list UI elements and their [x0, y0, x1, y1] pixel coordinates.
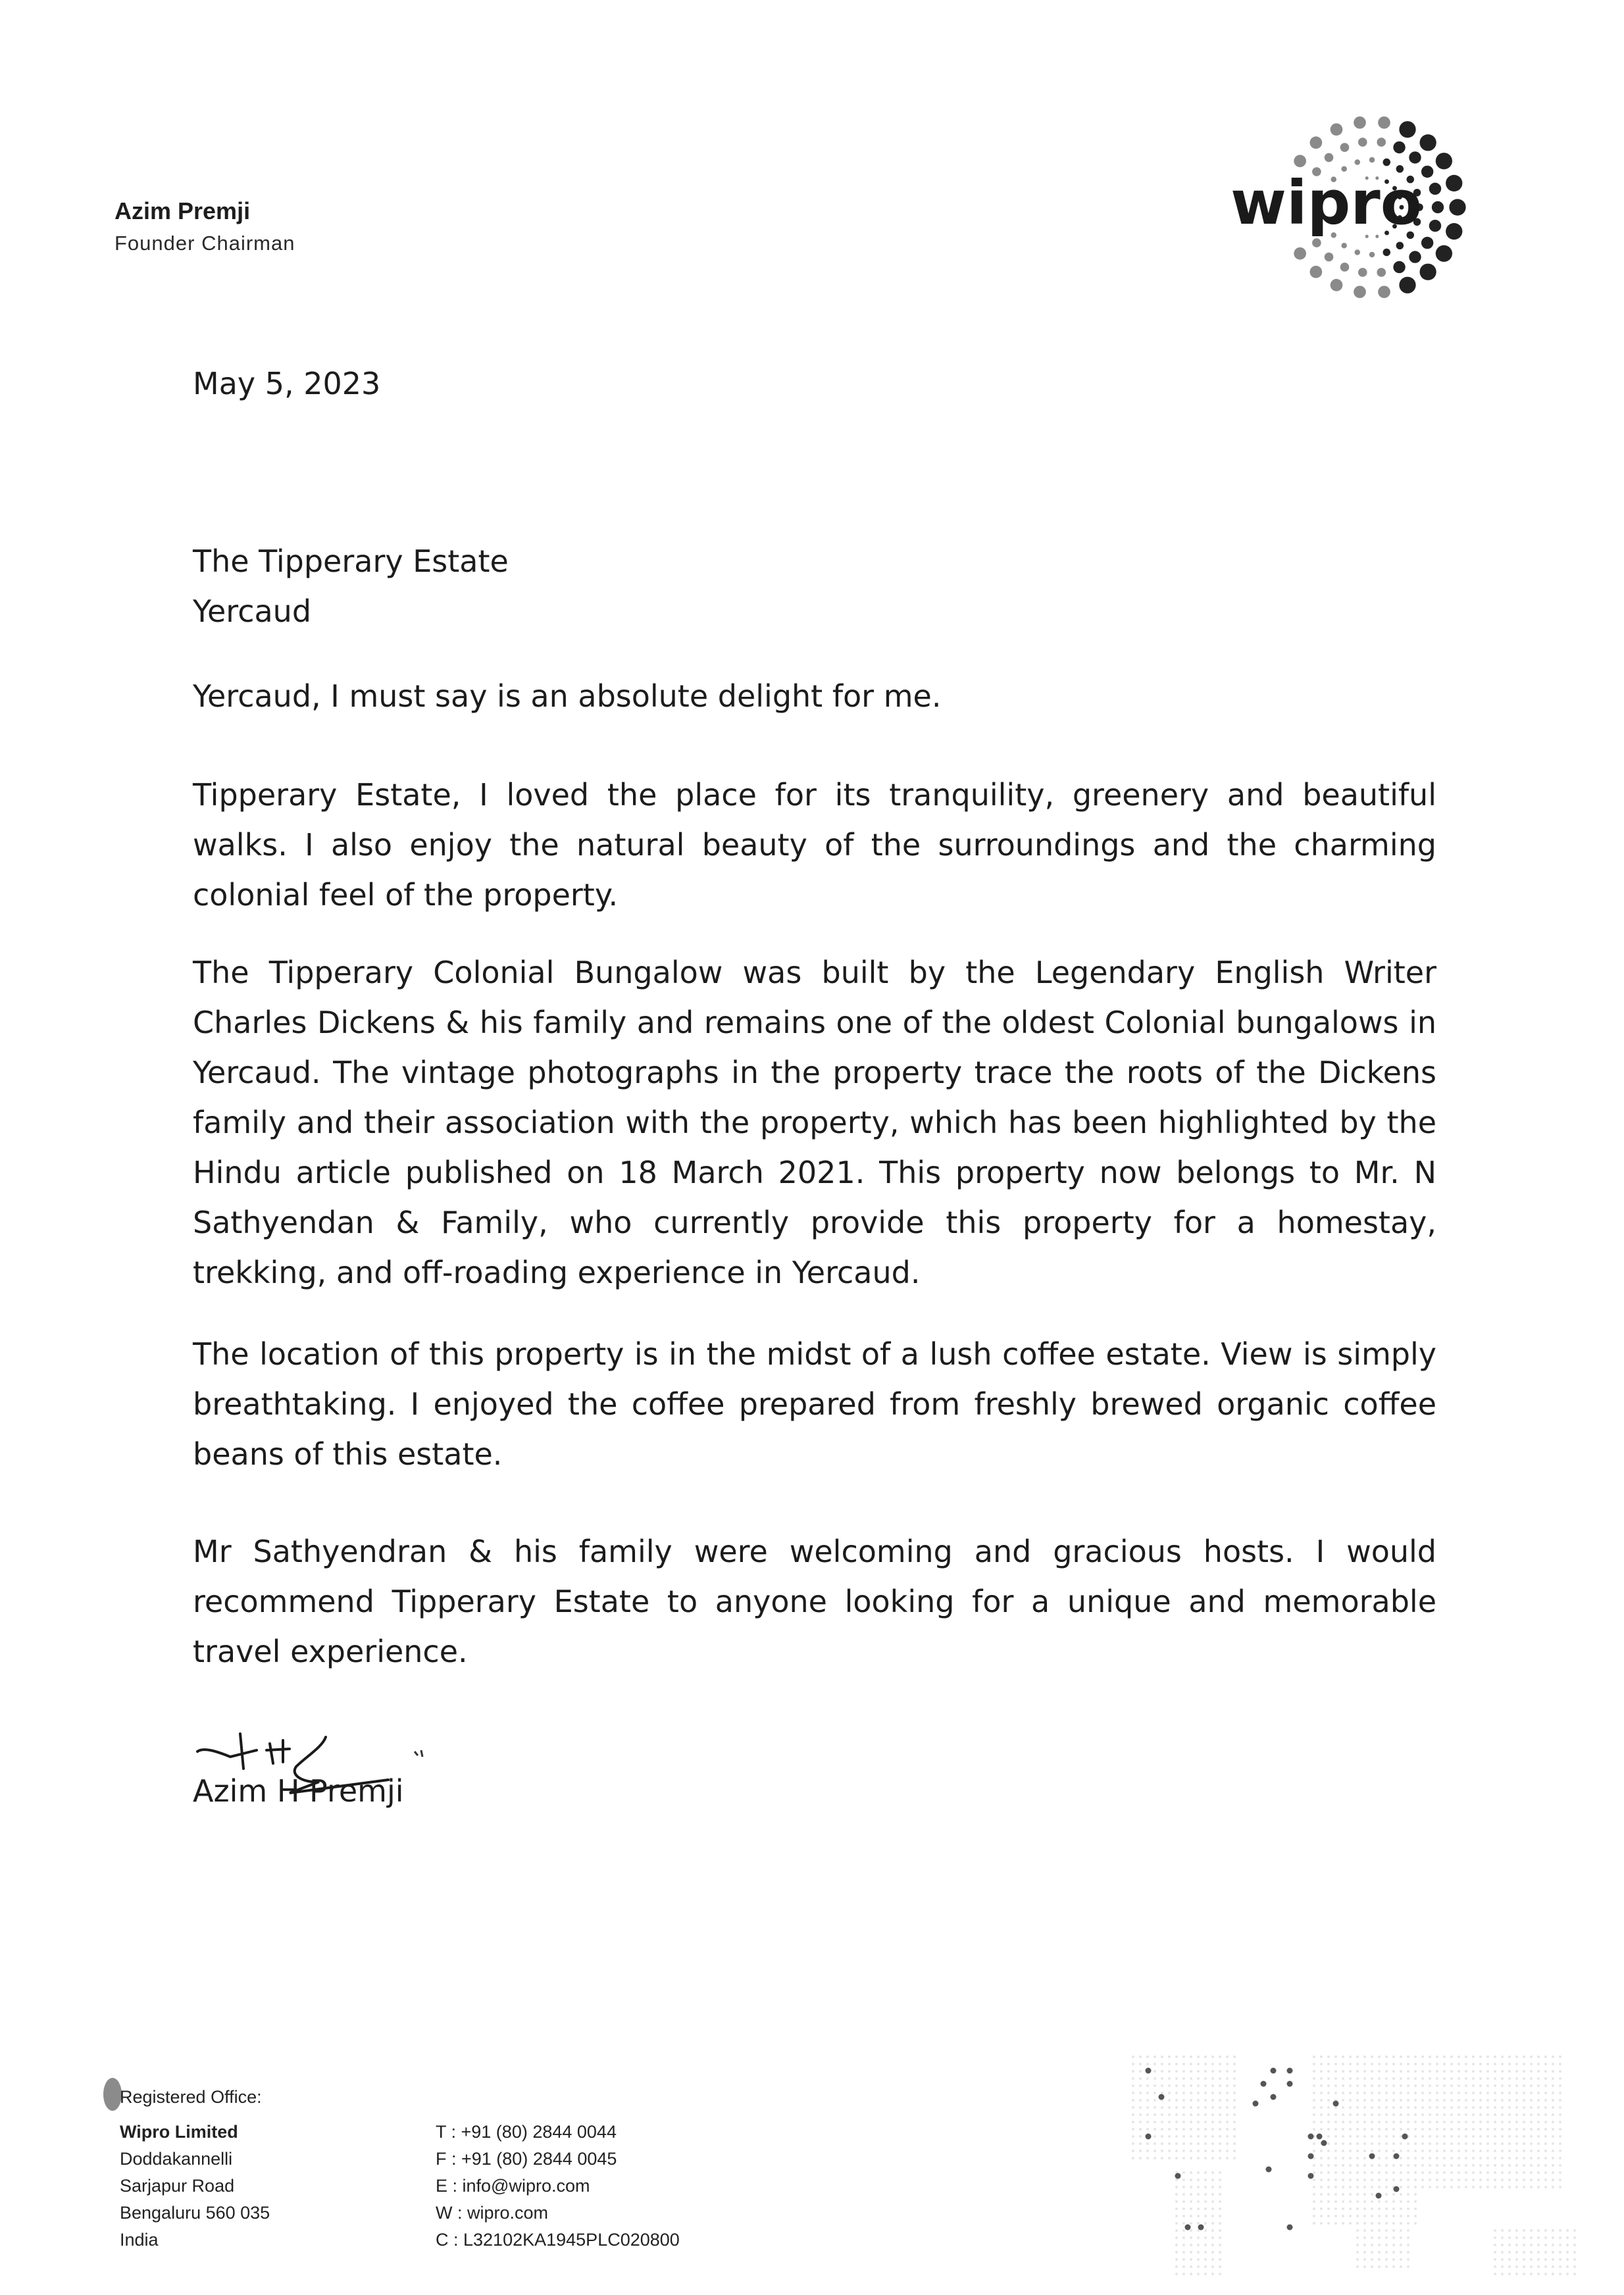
company-name: Wipro Limited [120, 2122, 238, 2142]
logo-dot [1383, 249, 1390, 257]
logo-dot [1377, 268, 1386, 277]
logo-dot [1432, 201, 1444, 213]
contact-email: E : info@wipro.com [436, 2176, 590, 2196]
logo-dot [1369, 252, 1375, 258]
address-line: Doddakannelli [120, 2149, 233, 2169]
logo-dot [1383, 159, 1390, 166]
world-map-icon [1105, 2043, 1606, 2286]
logo-dot [1396, 241, 1404, 249]
logo-dot [1354, 116, 1366, 129]
logo-dot [1446, 175, 1462, 191]
logo-dot [1312, 238, 1321, 247]
logo-dot [1369, 157, 1375, 163]
address-line: Bengaluru 560 035 [120, 2203, 270, 2223]
registered-dot-icon [103, 2078, 122, 2111]
paragraph: Mr Sathyendran & his family were welcoming and gracious hosts. I would recommend Tipperary Estate to anyone looking for a unique and memorable travel experience. [193, 1534, 1436, 1669]
logo-dot [1436, 245, 1452, 262]
contact-web: W : wipro.com [436, 2203, 549, 2223]
logo-dot [1421, 237, 1433, 249]
logo-dot [1331, 123, 1343, 136]
letterhead-title: Founder Chairman [114, 232, 295, 255]
logo-dot [1399, 121, 1415, 138]
logo-dot [1446, 223, 1462, 240]
contact-fax: F : +91 (80) 2844 0045 [436, 2149, 617, 2169]
recipient-address [193, 536, 1436, 636]
logo-dot [1409, 151, 1421, 163]
logo-dot [1378, 116, 1390, 129]
paragraph: Yercaud, I must say is an absolute delight for me. [193, 678, 942, 714]
logo-dot [1355, 249, 1361, 255]
logo-dot [1310, 136, 1323, 149]
contact-details [436, 2119, 680, 2254]
logo-dot [1421, 166, 1433, 178]
logo-dot [1310, 266, 1323, 278]
wipro-logo [1231, 92, 1507, 316]
logo-dot [1341, 243, 1347, 249]
logo-dot [1393, 261, 1405, 273]
paragraph: Tipperary Estate, I loved the place for its tranquility, greenery and beautiful walks. I also enjoy the natural beauty of the surroundings and the charming colonial feel of the property. [193, 777, 1436, 913]
paragraph: The location of this property is in the midst of a lush coffee estate. View is simply breathtaking. I enjoyed the coffee prepared from freshly brewed organic coffee beans of this estate. [193, 1336, 1436, 1472]
logo-dot [1340, 143, 1350, 152]
recipient-line: Yercaud [193, 593, 312, 629]
logo-dot [1419, 134, 1436, 151]
logo-dot [1355, 159, 1361, 165]
paragraph: The Tipperary Colonial Bungalow was built by the Legendary English Writer Charles Dickens & his family and remains one of the oldest Colonial bungalows in Yercaud. The vintage photographs in the property trace the roots of the Dickens family and their association with the property, which has been highlighted by the Hindu article published on 18 March 2021. This property now belongs to Mr. N Sathyendan & Family, who currently provide this property for a homestay, trekking, and off-roading experience in Yercaud. [193, 955, 1436, 1290]
logo-dot [1294, 247, 1306, 260]
logo-dot [1354, 286, 1366, 298]
logo-dot [1358, 268, 1367, 277]
logo-dot [1325, 253, 1334, 262]
contact-phone: T : +91 (80) 2844 0044 [436, 2122, 617, 2142]
letter-date: May 5, 2023 [193, 366, 381, 401]
address-line: India [120, 2230, 159, 2250]
registered-address [120, 2119, 270, 2254]
logo-dot [1399, 277, 1415, 293]
registered-office-label: Registered Office: [120, 2087, 262, 2107]
letterhead-name: Azim Premji [114, 197, 251, 224]
address-line: Sarjapur Road [120, 2176, 235, 2196]
logo-dot [1409, 251, 1421, 263]
contact-cin: C : L32102KA1945PLC020800 [436, 2230, 680, 2250]
logo-dot [1419, 264, 1436, 280]
recipient-line: The Tipperary Estate [193, 543, 509, 579]
logo-text: wipro [1231, 168, 1422, 238]
logo-dot [1294, 155, 1306, 167]
logo-dot [1325, 153, 1334, 163]
signatory-name: Azim H Premji [193, 1773, 404, 1809]
logo-dot [1331, 279, 1343, 291]
logo-dot [1449, 199, 1465, 215]
logo-dot [1436, 153, 1452, 169]
logo-dot [1429, 183, 1441, 195]
logo-dot [1358, 138, 1367, 147]
logo-dot [1393, 141, 1405, 153]
logo-dot [1378, 286, 1390, 298]
logo-dot [1377, 138, 1386, 147]
logo-dot [1340, 263, 1350, 272]
logo-dot [1429, 220, 1441, 232]
